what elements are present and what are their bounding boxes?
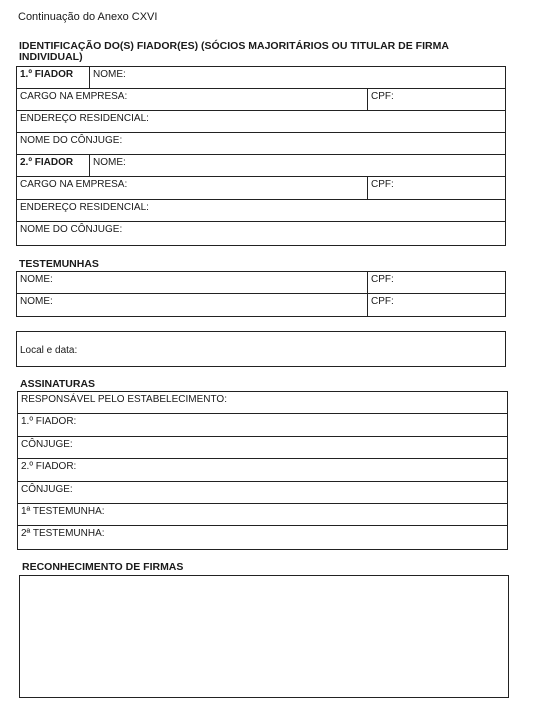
witness2-name-field[interactable]: NOME: <box>20 296 53 307</box>
page-header: Continuação do Anexo CXVI <box>18 11 158 23</box>
guarantors-table <box>16 66 506 246</box>
guarantor2-label: 2.º FIADOR <box>20 157 74 168</box>
guarantor1-name-field[interactable]: NOME: <box>89 67 505 88</box>
signature-guarantor2-field[interactable]: 2.º FIADOR: <box>21 461 77 472</box>
guarantor1-address-row <box>17 111 505 133</box>
place-date-field[interactable]: Local e data: <box>20 345 78 356</box>
guarantor1-cargo-field[interactable]: CARGO NA EMPRESA: <box>20 91 128 102</box>
guarantor2-spouse-row <box>17 222 505 245</box>
guarantor2-address-row <box>17 200 505 222</box>
witness1-cpf-field[interactable]: CPF: <box>367 272 505 293</box>
signature-row <box>18 459 507 482</box>
witness2-row <box>17 294 505 316</box>
signature-row <box>18 482 507 504</box>
guarantor1-name-row <box>17 67 505 89</box>
signature-row <box>18 437 507 459</box>
signatures-table <box>17 391 508 550</box>
signature-guarantor1-field[interactable]: 1.º FIADOR: <box>21 416 77 427</box>
guarantor1-cpf-field[interactable]: CPF: <box>367 89 505 110</box>
guarantor2-name-field[interactable]: NOME: <box>89 155 505 176</box>
witness1-row <box>17 272 505 294</box>
signature-row <box>18 392 507 414</box>
guarantor1-label: 1.º FIADOR <box>20 69 74 80</box>
guarantor1-cargo-row <box>17 89 505 111</box>
guarantor2-cargo-row <box>17 177 505 200</box>
guarantors-title-line2: INDIVIDUAL) <box>19 51 83 63</box>
guarantor1-address-field[interactable]: ENDEREÇO RESIDENCIAL: <box>20 113 149 124</box>
guarantor1-spouse-row <box>17 133 505 155</box>
signature-spouse1-field[interactable]: CÔNJUGE: <box>21 439 73 450</box>
guarantor2-spouse-field[interactable]: NOME DO CÔNJUGE: <box>20 224 123 235</box>
witnesses-table <box>16 271 506 317</box>
guarantors-title-line1: IDENTIFICAÇÃO DO(S) FIADOR(ES) (SÓCIOS MAJORITÁRIOS OU TITULAR DE FIRMA <box>19 40 449 52</box>
witness1-name-field[interactable]: NOME: <box>20 274 53 285</box>
witness2-cpf-field[interactable]: CPF: <box>367 294 505 316</box>
signature-witness2-field[interactable]: 2ª TESTEMUNHA: <box>21 528 105 539</box>
guarantor1-spouse-field[interactable]: NOME DO CÔNJUGE: <box>20 135 123 146</box>
signature-witness1-field[interactable]: 1ª TESTEMUNHA: <box>21 506 105 517</box>
signature-establishment-field[interactable]: RESPONSÁVEL PELO ESTABELECIMENTO: <box>21 394 227 405</box>
signature-row <box>18 504 507 526</box>
place-date-box <box>16 331 506 367</box>
guarantor2-name-row <box>17 155 505 177</box>
notary-title: RECONHECIMENTO DE FIRMAS <box>22 561 184 573</box>
guarantor2-cpf-field[interactable]: CPF: <box>367 177 505 199</box>
notary-box[interactable] <box>19 575 509 698</box>
signature-row <box>18 526 507 549</box>
guarantors-title <box>19 41 449 63</box>
signatures-title: ASSINATURAS <box>20 378 96 390</box>
signature-spouse2-field[interactable]: CÔNJUGE: <box>21 484 73 495</box>
guarantor2-cargo-field[interactable]: CARGO NA EMPRESA: <box>20 179 128 190</box>
witnesses-title: TESTEMUNHAS <box>19 258 99 270</box>
guarantor2-address-field[interactable]: ENDEREÇO RESIDENCIAL: <box>20 202 149 213</box>
signature-row <box>18 414 507 437</box>
